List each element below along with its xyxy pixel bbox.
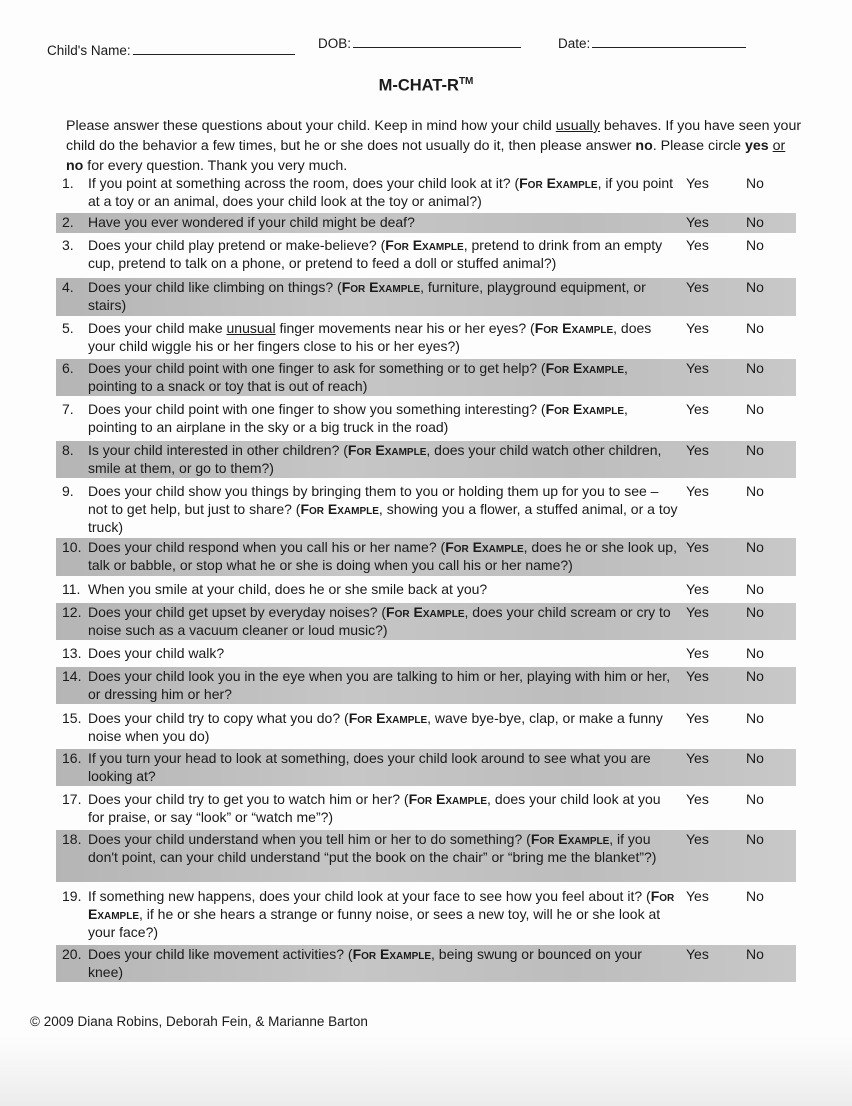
question-row-2 — [56, 213, 796, 233]
question-row-7 — [56, 400, 796, 436]
intro-no: no — [635, 138, 653, 154]
question-text: If something new happens, does your child look at your face to see how you feel about it? (For Example, if he or she hears a strange or funny noise, or sees a new toy, will he or she look at your face?) — [88, 888, 675, 940]
question-text: If you turn your head to look at something, does your child look around to see what you are looking at? — [88, 750, 651, 784]
question-row-5 — [56, 319, 796, 355]
question-number: 18. — [62, 831, 82, 847]
answer-yes-option[interactable]: Yes — [686, 360, 709, 376]
date-label: Date: — [558, 36, 591, 51]
question-text: Does your child like movement activities? (For Example, being swung or bounced on your knee) — [88, 946, 642, 980]
question-number: 6. — [62, 360, 74, 376]
question-text: When you smile at your child, does he or she smile back at you? — [88, 581, 488, 597]
answer-yes-option[interactable]: Yes — [686, 320, 709, 336]
for-example-label: For Example — [348, 710, 428, 726]
question-text: Does your child show you things by bringing them to you or holding them up for you to see – not to get help, but just to share? (For Example, showing you a flower, a stuffed animal, or a toy truck) — [88, 483, 678, 535]
for-example-label: For Example — [445, 539, 524, 555]
answer-no-option[interactable]: No — [746, 237, 764, 253]
answer-yes-option[interactable]: Yes — [686, 668, 709, 684]
answer-no-option[interactable]: No — [746, 442, 764, 458]
childs-name-field[interactable] — [47, 43, 295, 58]
scan-bottom-shadow — [0, 1036, 852, 1106]
for-example-label: For Example — [347, 442, 427, 458]
question-text: Does your child try to get you to watch him or her? (For Example, does your child look at you for praise, or say “look” or “watch me”?) — [88, 791, 661, 825]
intro-text-4: for every question. Thank you very much. — [83, 158, 348, 174]
date-line — [592, 46, 746, 48]
question-number: 19. — [62, 888, 82, 904]
trademark-mark: TM — [458, 76, 474, 87]
answer-yes-option[interactable]: Yes — [686, 279, 709, 295]
intro-text-2: behaves. If you have seen your child do the behavior a few times, but he or she does not usually do it, then please answer — [66, 118, 802, 154]
question-number: 3. — [62, 237, 74, 253]
answer-yes-option[interactable]: Yes — [686, 214, 709, 230]
question-number: 15. — [62, 710, 82, 726]
for-example-label: For Example — [88, 888, 675, 922]
answer-no-option[interactable]: No — [746, 401, 764, 417]
question-row-11 — [56, 580, 796, 600]
answer-yes-option[interactable]: Yes — [686, 831, 709, 847]
question-row-9 — [56, 482, 796, 536]
question-text: If you point at something across the room, does your child look at it? (For Example, if you point at a toy or an animal, does your child look at the toy or animal?) — [88, 175, 674, 209]
question-row-1 — [56, 174, 796, 210]
question-row-18 — [56, 830, 796, 882]
question-text: Does your child play pretend or make-believe? (For Example, pretend to drink from an empty cup, pretend to talk on a phone, or pretend to feed a doll or stuffed animal?) — [88, 237, 663, 271]
answer-yes-option[interactable]: Yes — [686, 237, 709, 253]
answer-no-option[interactable]: No — [746, 214, 764, 230]
question-text: Does your child try to copy what you do? (For Example, wave bye-bye, clap, or make a funny noise when you do) — [88, 710, 663, 744]
for-example-label: For Example — [385, 237, 464, 253]
question-number: 1. — [62, 175, 74, 191]
dob-line — [353, 46, 521, 48]
answer-yes-option[interactable]: Yes — [686, 604, 709, 620]
answer-no-option[interactable]: No — [746, 946, 764, 962]
for-example-label: For Example — [530, 831, 610, 847]
intro-yes-bold: yes — [745, 138, 769, 154]
question-text: Does your child understand when you tell him or her to do something? (For Example, if you don't point, can your child understand “put the book on the chair” or “bring me the blanket”?) — [88, 831, 657, 865]
question-number: 8. — [62, 442, 74, 458]
answer-no-option[interactable]: No — [746, 360, 764, 376]
answer-yes-option[interactable]: Yes — [686, 483, 709, 499]
question-text: Does your child make unusual finger movements near his or her eyes? (For Example, does your child wiggle his or her fingers close to his or her eyes?) — [88, 320, 652, 354]
answer-yes-option[interactable]: Yes — [686, 888, 709, 904]
title-text: M-CHAT-R — [378, 76, 459, 95]
intro-text-3: . Please circle — [652, 138, 746, 154]
answer-no-option[interactable]: No — [746, 320, 764, 336]
intro-or: or — [772, 138, 786, 154]
answer-no-option[interactable]: No — [746, 581, 764, 597]
question-text: Is your child interested in other children? (For Example, does your child watch other children, smile at them, or go to them?) — [88, 442, 662, 476]
answer-yes-option[interactable]: Yes — [686, 442, 709, 458]
question-number: 2. — [62, 214, 74, 230]
question-row-16 — [56, 749, 796, 786]
question-text: Does your child like climbing on things? (For Example, furniture, playground equipment, or stairs) — [88, 279, 646, 313]
question-text: Does your child respond when you call his or her name? (For Example, does he or she look up, talk or babble, or stop what he or she is doing when you call his or her name?) — [88, 539, 677, 573]
answer-yes-option[interactable]: Yes — [686, 710, 709, 726]
answer-no-option[interactable]: No — [746, 604, 764, 620]
question-row-20 — [56, 945, 796, 982]
answer-no-option[interactable]: No — [746, 645, 764, 661]
question-number: 13. — [62, 645, 82, 661]
question-number: 10. — [62, 539, 82, 555]
form-title — [0, 76, 852, 96]
answer-yes-option[interactable]: Yes — [686, 401, 709, 417]
question-number: 14. — [62, 668, 82, 684]
for-example-label: For Example — [341, 279, 421, 295]
childs-name-label: Child's Name: — [47, 43, 131, 58]
dob-label: DOB: — [318, 36, 352, 51]
intro-text-1: Please answer these questions about your child. Keep in mind how your child — [66, 118, 556, 134]
for-example-label: For Example — [300, 501, 379, 517]
question-row-6 — [56, 359, 796, 396]
question-number: 5. — [62, 320, 74, 336]
for-example-label: For Example — [386, 604, 465, 620]
question-number: 16. — [62, 750, 82, 766]
question-number: 9. — [62, 483, 74, 499]
question-row-4 — [56, 278, 796, 316]
for-example-label: For Example — [352, 946, 432, 962]
answer-yes-option[interactable]: Yes — [686, 175, 709, 191]
question-text: Does your child point with one finger to show you something interesting? (For Example, pointing to an airplane in the sky or a big truck in the road) — [88, 401, 628, 435]
answer-no-option[interactable]: No — [746, 668, 764, 684]
instructions-paragraph — [66, 116, 806, 176]
answer-no-option[interactable]: No — [746, 175, 764, 191]
date-field[interactable] — [558, 36, 746, 51]
answer-no-option[interactable]: No — [746, 750, 764, 766]
question-row-15 — [56, 709, 796, 746]
for-example-label: For Example — [534, 320, 614, 336]
question-number: 7. — [62, 401, 74, 417]
question-row-3 — [56, 236, 796, 274]
question-row-10 — [56, 538, 796, 576]
answer-no-option[interactable]: No — [746, 279, 764, 295]
answer-yes-option[interactable]: Yes — [686, 946, 709, 962]
question-row-19 — [56, 887, 796, 941]
question-row-13 — [56, 644, 796, 664]
answer-yes-option[interactable]: Yes — [686, 539, 709, 555]
question-text: Does your child look you in the eye when you are talking to him or her, playing with him or her, or dressing him or her? — [88, 668, 671, 702]
question-text: Have you ever wondered if your child might be deaf? — [88, 214, 415, 230]
question-number: 20. — [62, 946, 82, 962]
question-row-14 — [56, 667, 796, 704]
answer-no-option[interactable]: No — [746, 483, 764, 499]
question-text: Does your child point with one finger to ask for something or to get help? (For Example, pointing to a snack or toy that is out of reach) — [88, 360, 628, 394]
question-text: Does your child walk? — [88, 645, 225, 661]
for-example-label: For Example — [545, 360, 625, 376]
answer-yes-option[interactable]: Yes — [686, 581, 709, 597]
for-example-label: For Example — [545, 401, 625, 417]
answer-yes-option[interactable]: Yes — [686, 645, 709, 661]
question-number: 11. — [62, 581, 81, 597]
question-number: 4. — [62, 279, 74, 295]
question-row-17 — [56, 790, 796, 827]
answer-no-option[interactable]: No — [746, 539, 764, 555]
intro-no-bold: no — [66, 158, 84, 174]
answer-no-option[interactable]: No — [746, 831, 764, 847]
answer-no-option[interactable]: No — [746, 710, 764, 726]
question-text: Does your child get upset by everyday noises? (For Example, does your child scream or cry to noise such as a vacuum cleaner or loud music?) — [88, 604, 671, 638]
childs-name-line — [133, 53, 295, 55]
for-example-label: For Example — [519, 175, 598, 191]
dob-field[interactable] — [318, 36, 521, 51]
question-number: 17. — [62, 791, 82, 807]
answer-yes-option[interactable]: Yes — [686, 791, 709, 807]
for-example-label: For Example — [408, 791, 488, 807]
answer-no-option[interactable]: No — [746, 791, 764, 807]
question-number: 12. — [62, 604, 82, 620]
intro-usually: usually — [555, 118, 600, 134]
question-row-12 — [56, 603, 796, 640]
copyright-notice: © 2009 Diana Robins, Deborah Fein, & Marianne Barton — [30, 1014, 368, 1029]
answer-yes-option[interactable]: Yes — [686, 750, 709, 766]
question-row-8 — [56, 441, 796, 478]
answer-no-option[interactable]: No — [746, 888, 764, 904]
